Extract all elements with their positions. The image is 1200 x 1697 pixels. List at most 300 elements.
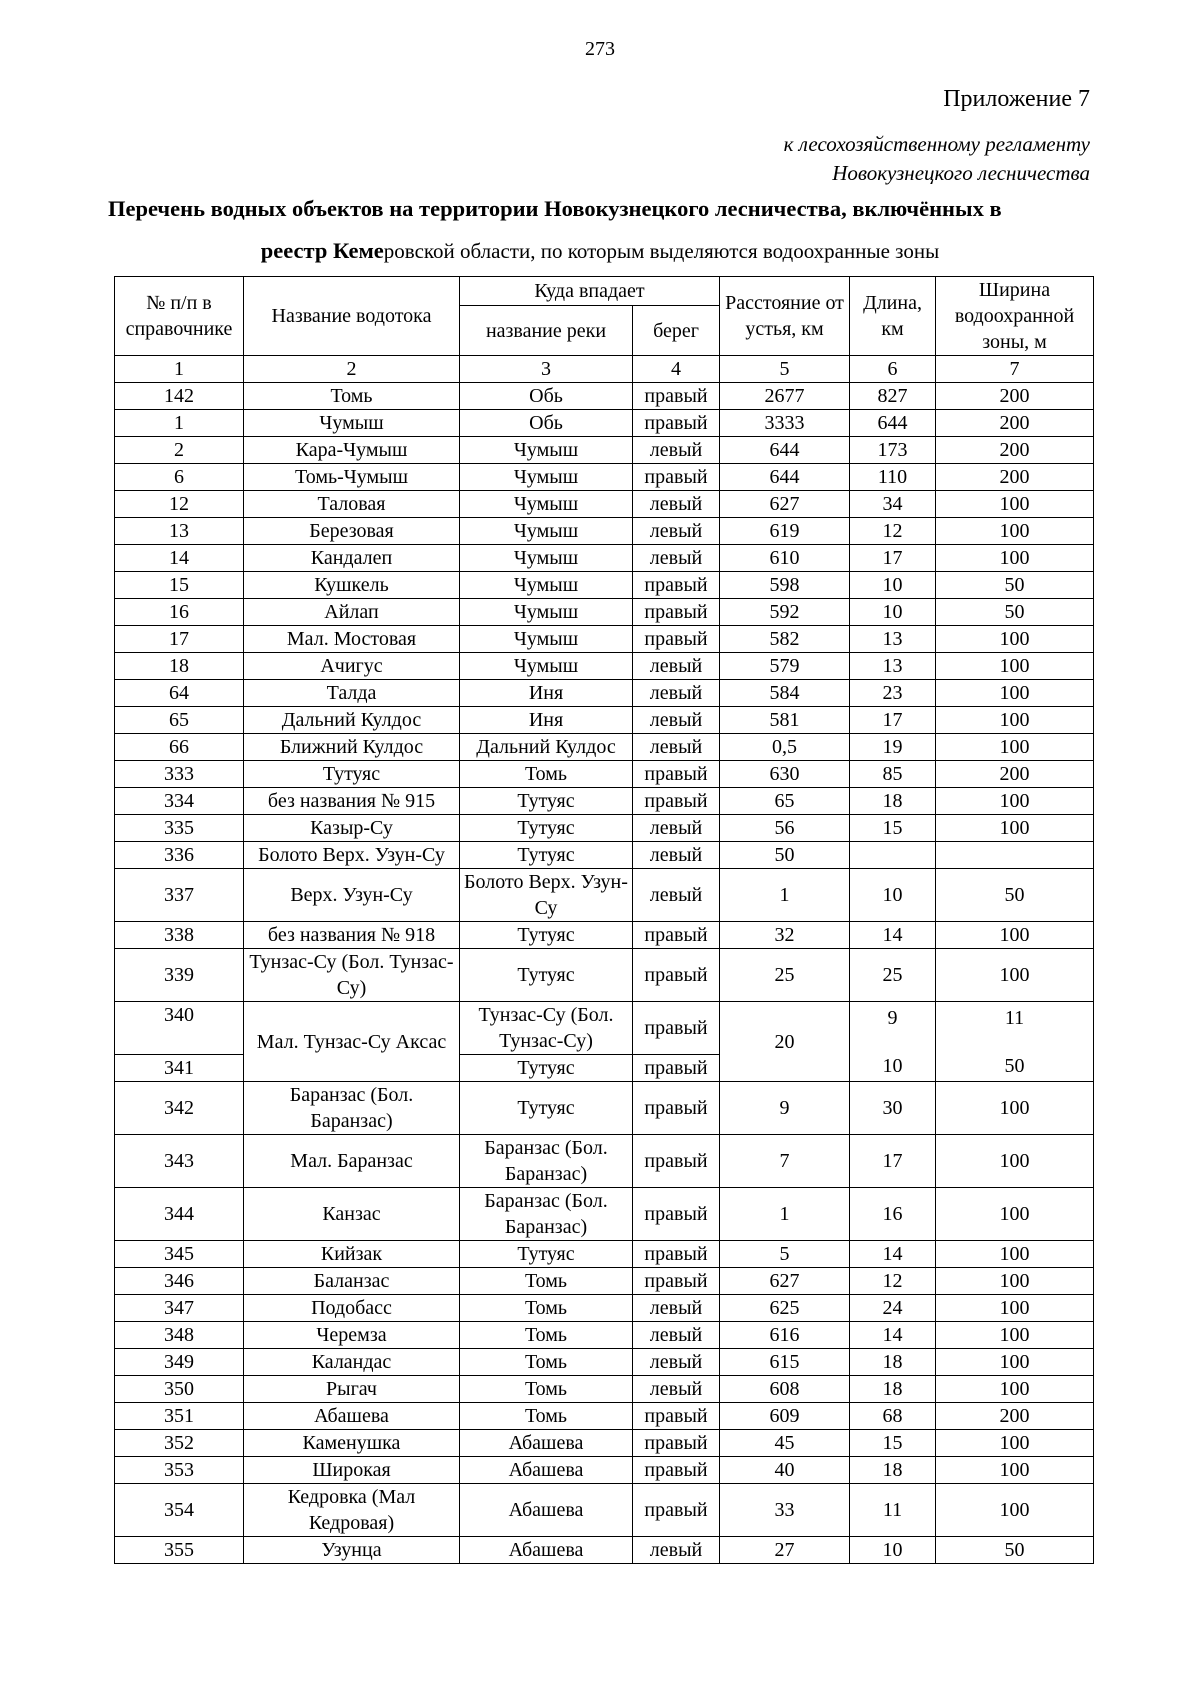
header-number: № п/п в справочнике [115, 277, 244, 356]
cell-length: 18 [850, 788, 936, 815]
cell-river-name: Чумыш [460, 572, 633, 599]
cell-zone-width: 200 [936, 383, 1094, 410]
cell-number: 355 [115, 1537, 244, 1564]
cell-number: 2 [115, 437, 244, 464]
cell-number: 14 [115, 545, 244, 572]
document-title-rest: ровской области, по которым выделяются водоохранные зоны [383, 239, 940, 263]
cell-distance: 1 [720, 869, 850, 922]
cell-watercourse-name: Талда [244, 680, 460, 707]
cell-zone-width-a: 11 [1004, 1006, 1025, 1029]
cell-watercourse-name: Узунца [244, 1537, 460, 1564]
cell-length: 17 [850, 707, 936, 734]
column-number-row [115, 356, 1094, 383]
cell-distance: 615 [720, 1349, 850, 1376]
cell-zone-width: 50 [936, 869, 1094, 922]
cell-river-name: Обь [460, 410, 633, 437]
cell-river-name: Абашева [460, 1484, 633, 1537]
cell-zone-width: 200 [936, 761, 1094, 788]
cell-river-name: Иня [460, 680, 633, 707]
cell-length: 11 [850, 1484, 936, 1537]
cell-length: 18 [850, 1457, 936, 1484]
cell-zone-width: 100 [936, 680, 1094, 707]
cell-river-name: Тутуяс [460, 815, 633, 842]
appendix-subtitle-line-1: к лесохозяйственному регламенту [783, 132, 1090, 156]
cell-river-name: Томь [460, 1295, 633, 1322]
cell-length: 13 [850, 653, 936, 680]
cell-zone-width: 100 [936, 949, 1094, 1002]
cell-zone-width: 100 [936, 518, 1094, 545]
cell-number: 352 [115, 1430, 244, 1457]
table-row [115, 707, 1094, 734]
cell-length [850, 842, 936, 869]
table-row [115, 1403, 1094, 1430]
cell-length: 34 [850, 491, 936, 518]
cell-bank: правый [633, 464, 720, 491]
cell-zone-width: 200 [936, 410, 1094, 437]
cell-river-name: Баранзас (Бол. Баранзас) [460, 1135, 633, 1188]
table-row [115, 761, 1094, 788]
cell-zone-width: 100 [936, 1135, 1094, 1188]
cell-distance: 5 [720, 1241, 850, 1268]
cell-bank: правый [633, 1188, 720, 1241]
column-number: 6 [850, 356, 936, 383]
cell-watercourse-name: Кушкель [244, 572, 460, 599]
header-watercourse-name: Название водотока [244, 277, 460, 356]
cell-distance: 25 [720, 949, 850, 1002]
column-number: 7 [936, 356, 1094, 383]
cell-bank: левый [633, 491, 720, 518]
cell-bank: правый [633, 949, 720, 1002]
cell-length: 10 [850, 599, 936, 626]
cell-zone-width: 100 [936, 545, 1094, 572]
cell-watercourse-name: Абашева [244, 1403, 460, 1430]
cell-length: 18 [850, 1376, 936, 1403]
cell-length: 173 [850, 437, 936, 464]
table-row [115, 1188, 1094, 1241]
cell-length: 19 [850, 734, 936, 761]
cell-number: 333 [115, 761, 244, 788]
cell-zone-width: 200 [936, 1403, 1094, 1430]
water-objects-table [114, 276, 1094, 1564]
cell-bank: правый [633, 1002, 720, 1055]
cell-zone-width: 100 [936, 707, 1094, 734]
cell-zone-width: 50 [936, 572, 1094, 599]
cell-number: 345 [115, 1241, 244, 1268]
cell-length: 68 [850, 1403, 936, 1430]
column-number: 4 [633, 356, 720, 383]
cell-zone-width: 100 [936, 1322, 1094, 1349]
cell-length: 10 [850, 1537, 936, 1564]
cell-watercourse-name: Ближний Кулдос [244, 734, 460, 761]
cell-distance: 20 [720, 1002, 850, 1082]
table-row [115, 437, 1094, 464]
cell-zone-width: 100 [936, 1484, 1094, 1537]
cell-distance: 56 [720, 815, 850, 842]
cell-watercourse-name: Тутуяс [244, 761, 460, 788]
cell-number: 142 [115, 383, 244, 410]
table-row [115, 1135, 1094, 1188]
cell-zone-width: 100 [936, 626, 1094, 653]
cell-river-name: Томь [460, 761, 633, 788]
cell-bank: правый [633, 1135, 720, 1188]
cell-number: 349 [115, 1349, 244, 1376]
cell-bank: правый [633, 1484, 720, 1537]
cell-length: 17 [850, 545, 936, 572]
header-row [115, 277, 1094, 306]
cell-river-name: Тутуяс [460, 922, 633, 949]
cell-bank: левый [633, 1349, 720, 1376]
cell-watercourse-name: Канзас [244, 1188, 460, 1241]
cell-bank: правый [633, 922, 720, 949]
cell-watercourse-name: Кедровка (Мал Кедровая) [244, 1484, 460, 1537]
cell-length: 30 [850, 1082, 936, 1135]
cell-distance: 644 [720, 437, 850, 464]
cell-watercourse-name: Дальний Кулдос [244, 707, 460, 734]
cell-number: 350 [115, 1376, 244, 1403]
cell-distance: 2677 [720, 383, 850, 410]
cell-zone-width: 100 [936, 1457, 1094, 1484]
cell-number: 16 [115, 599, 244, 626]
cell-number: 66 [115, 734, 244, 761]
table-row [115, 410, 1094, 437]
cell-watercourse-name: без названия № 915 [244, 788, 460, 815]
cell-bank: правый [633, 788, 720, 815]
table-row [115, 464, 1094, 491]
cell-distance: 9 [720, 1082, 850, 1135]
cell-bank: левый [633, 707, 720, 734]
cell-distance: 630 [720, 761, 850, 788]
header-zone-width: Ширина водоохранной зоны, м [936, 277, 1094, 356]
cell-river-name: Абашева [460, 1430, 633, 1457]
cell-watercourse-name: Черемза [244, 1322, 460, 1349]
cell-river-name: Томь [460, 1403, 633, 1430]
cell-river-name: Абашева [460, 1537, 633, 1564]
header-bank: берег [633, 306, 720, 356]
cell-distance: 581 [720, 707, 850, 734]
appendix-title: Приложение 7 [943, 86, 1090, 112]
cell-bank: левый [633, 734, 720, 761]
cell-length: 15 [850, 815, 936, 842]
cell-river-name: Томь [460, 1376, 633, 1403]
cell-number: 354 [115, 1484, 244, 1537]
cell-watercourse-name: без названия № 918 [244, 922, 460, 949]
cell-bank: правый [633, 572, 720, 599]
cell-length: 16 [850, 1188, 936, 1241]
cell-distance: 598 [720, 572, 850, 599]
cell-distance: 1 [720, 1188, 850, 1241]
header-river-name: название реки [460, 306, 633, 356]
cell-distance: 0,5 [720, 734, 850, 761]
cell-zone-width: 100 [936, 788, 1094, 815]
cell-distance: 584 [720, 680, 850, 707]
cell-length: 24 [850, 1295, 936, 1322]
cell-distance: 609 [720, 1403, 850, 1430]
cell-length: 25 [850, 949, 936, 1002]
cell-zone-width [936, 1002, 1094, 1082]
table-row [115, 949, 1094, 1002]
cell-river-name: Чумыш [460, 491, 633, 518]
cell-number: 64 [115, 680, 244, 707]
cell-river-name: Чумыш [460, 518, 633, 545]
table-row [115, 383, 1094, 410]
cell-number: 13 [115, 518, 244, 545]
cell-number: 6 [115, 464, 244, 491]
cell-watercourse-name: Мал. Баранзас [244, 1135, 460, 1188]
table-row [115, 1349, 1094, 1376]
cell-river-name: Тутуяс [460, 842, 633, 869]
cell-watercourse-name: Баранзас (Бол. Баранзас) [244, 1082, 460, 1135]
cell-bank: правый [633, 761, 720, 788]
cell-bank: левый [633, 680, 720, 707]
cell-bank: правый [633, 383, 720, 410]
cell-zone-width: 100 [936, 1349, 1094, 1376]
cell-bank: левый [633, 869, 720, 922]
cell-distance: 27 [720, 1537, 850, 1564]
cell-length: 18 [850, 1349, 936, 1376]
cell-number: 341 [115, 1055, 244, 1082]
cell-river-name: Абашева [460, 1457, 633, 1484]
cell-distance: 32 [720, 922, 850, 949]
cell-bank: правый [633, 1430, 720, 1457]
cell-distance: 644 [720, 464, 850, 491]
cell-zone-width-b: 50 [1004, 1054, 1025, 1077]
cell-bank: левый [633, 545, 720, 572]
table-row [115, 1430, 1094, 1457]
cell-river-name: Иня [460, 707, 633, 734]
cell-length: 14 [850, 922, 936, 949]
cell-number: 337 [115, 869, 244, 922]
cell-distance: 608 [720, 1376, 850, 1403]
cell-distance: 627 [720, 1268, 850, 1295]
table-row [115, 518, 1094, 545]
cell-bank: правый [633, 1268, 720, 1295]
cell-distance: 579 [720, 653, 850, 680]
cell-watercourse-name: Каменушка [244, 1430, 460, 1457]
table-row [115, 626, 1094, 653]
cell-bank: левый [633, 1322, 720, 1349]
cell-length: 23 [850, 680, 936, 707]
cell-distance: 45 [720, 1430, 850, 1457]
document-title-line-2 [0, 238, 1200, 264]
cell-river-name: Томь [460, 1349, 633, 1376]
cell-zone-width: 100 [936, 653, 1094, 680]
cell-bank: правый [633, 1241, 720, 1268]
cell-zone-width: 100 [936, 1376, 1094, 1403]
cell-watercourse-name: Верх. Узун-Су [244, 869, 460, 922]
cell-zone-width: 100 [936, 815, 1094, 842]
cell-watercourse-name: Широкая [244, 1457, 460, 1484]
cell-river-name: Тутуяс [460, 788, 633, 815]
cell-river-name: Чумыш [460, 626, 633, 653]
cell-bank: левый [633, 815, 720, 842]
cell-bank: левый [633, 842, 720, 869]
cell-bank: левый [633, 1295, 720, 1322]
cell-watercourse-name: Айлап [244, 599, 460, 626]
column-number: 5 [720, 356, 850, 383]
cell-bank: левый [633, 1537, 720, 1564]
cell-number: 342 [115, 1082, 244, 1135]
header-length: Длина, км [850, 277, 936, 356]
cell-length: 644 [850, 410, 936, 437]
table-row [115, 680, 1094, 707]
table-row [115, 545, 1094, 572]
cell-length-a: 9 [887, 1006, 898, 1029]
column-number: 2 [244, 356, 460, 383]
cell-river-name: Томь [460, 1268, 633, 1295]
cell-length: 17 [850, 1135, 936, 1188]
cell-distance: 65 [720, 788, 850, 815]
cell-number: 335 [115, 815, 244, 842]
cell-number: 15 [115, 572, 244, 599]
cell-watercourse-name: Кийзак [244, 1241, 460, 1268]
cell-river-name: Тутуяс [460, 1055, 633, 1082]
cell-river-name: Чумыш [460, 653, 633, 680]
cell-bank: левый [633, 437, 720, 464]
cell-watercourse-name: Подобасс [244, 1295, 460, 1322]
cell-river-name: Тутуяс [460, 949, 633, 1002]
cell-zone-width: 100 [936, 922, 1094, 949]
cell-length: 10 [850, 869, 936, 922]
column-number: 1 [115, 356, 244, 383]
cell-length: 14 [850, 1322, 936, 1349]
table-row [115, 572, 1094, 599]
cell-river-name: Чумыш [460, 599, 633, 626]
cell-length: 15 [850, 1430, 936, 1457]
cell-distance: 50 [720, 842, 850, 869]
cell-river-name: Чумыш [460, 464, 633, 491]
cell-distance: 3333 [720, 410, 850, 437]
document-title: Перечень водных объектов на территории Новокузнецкого лесничества, включённых в [108, 196, 1002, 221]
cell-bank: правый [633, 410, 720, 437]
cell-bank: правый [633, 1457, 720, 1484]
cell-bank: правый [633, 1055, 720, 1082]
cell-number: 12 [115, 491, 244, 518]
cell-number: 340 [115, 1002, 244, 1055]
table-row [115, 1241, 1094, 1268]
cell-zone-width: 200 [936, 464, 1094, 491]
cell-watercourse-name: Кандалеп [244, 545, 460, 572]
cell-zone-width: 50 [936, 599, 1094, 626]
table-row [115, 842, 1094, 869]
table-row [115, 922, 1094, 949]
cell-number: 18 [115, 653, 244, 680]
cell-number: 17 [115, 626, 244, 653]
cell-zone-width: 100 [936, 1295, 1094, 1322]
cell-length-b: 10 [882, 1054, 903, 1077]
cell-river-name: Тутуяс [460, 1241, 633, 1268]
cell-number: 1 [115, 410, 244, 437]
cell-number: 336 [115, 842, 244, 869]
cell-zone-width: 100 [936, 1241, 1094, 1268]
table-row [115, 1537, 1094, 1564]
table-row [115, 1268, 1094, 1295]
cell-river-name: Чумыш [460, 437, 633, 464]
cell-river-name: Дальний Кулдос [460, 734, 633, 761]
cell-watercourse-name: Баланзас [244, 1268, 460, 1295]
table-row [115, 815, 1094, 842]
cell-distance: 33 [720, 1484, 850, 1537]
cell-length: 10 [850, 572, 936, 599]
cell-number: 344 [115, 1188, 244, 1241]
cell-zone-width [936, 842, 1094, 869]
cell-number: 343 [115, 1135, 244, 1188]
cell-watercourse-name: Томь-Чумыш [244, 464, 460, 491]
cell-bank: правый [633, 1403, 720, 1430]
cell-zone-width: 100 [936, 734, 1094, 761]
cell-watercourse-name: Рыгач [244, 1376, 460, 1403]
cell-bank: правый [633, 626, 720, 653]
cell-watercourse-name: Чумыш [244, 410, 460, 437]
page-number: 273 [585, 38, 615, 60]
cell-number: 353 [115, 1457, 244, 1484]
cell-zone-width: 50 [936, 1537, 1094, 1564]
table-row [115, 653, 1094, 680]
table-row [115, 599, 1094, 626]
cell-distance: 7 [720, 1135, 850, 1188]
cell-bank: правый [633, 599, 720, 626]
cell-length: 14 [850, 1241, 936, 1268]
cell-zone-width: 100 [936, 491, 1094, 518]
cell-number: 65 [115, 707, 244, 734]
cell-number: 338 [115, 922, 244, 949]
table-row [115, 869, 1094, 922]
cell-length: 12 [850, 1268, 936, 1295]
cell-distance: 619 [720, 518, 850, 545]
cell-watercourse-name: Тунзас-Су (Бол. Тунзас-Су) [244, 949, 460, 1002]
cell-zone-width: 100 [936, 1268, 1094, 1295]
cell-river-name: Тутуяс [460, 1082, 633, 1135]
cell-watercourse-name: Казыр-Су [244, 815, 460, 842]
cell-length: 110 [850, 464, 936, 491]
cell-number: 351 [115, 1403, 244, 1430]
cell-distance: 610 [720, 545, 850, 572]
cell-zone-width: 100 [936, 1082, 1094, 1135]
cell-watercourse-name: Мал. Тунзас-Су Аксас [244, 1002, 460, 1082]
table-row [115, 1082, 1094, 1135]
table-row [115, 1002, 1094, 1055]
cell-watercourse-name: Березовая [244, 518, 460, 545]
header-flows-into: Куда впадает [460, 277, 720, 306]
cell-watercourse-name: Ачигус [244, 653, 460, 680]
table-row [115, 788, 1094, 815]
table-row [115, 734, 1094, 761]
cell-bank: левый [633, 518, 720, 545]
cell-watercourse-name: Томь [244, 383, 460, 410]
cell-distance: 627 [720, 491, 850, 518]
table-row [115, 491, 1094, 518]
cell-watercourse-name: Мал. Мостовая [244, 626, 460, 653]
cell-length: 12 [850, 518, 936, 545]
cell-number: 346 [115, 1268, 244, 1295]
table-row [115, 1322, 1094, 1349]
cell-river-name: Тунзас-Су (Бол. Тунзас-Су) [460, 1002, 633, 1055]
appendix-subtitle-line-2: Новокузнецкого лесничества [832, 161, 1090, 185]
table-row [115, 1484, 1094, 1537]
cell-river-name: Обь [460, 383, 633, 410]
cell-number: 339 [115, 949, 244, 1002]
cell-length: 827 [850, 383, 936, 410]
table-row [115, 1295, 1094, 1322]
cell-distance: 582 [720, 626, 850, 653]
cell-zone-width: 100 [936, 1188, 1094, 1241]
cell-river-name: Баранзас (Бол. Баранзас) [460, 1188, 633, 1241]
cell-length: 85 [850, 761, 936, 788]
cell-bank: правый [633, 1082, 720, 1135]
cell-length [850, 1002, 936, 1082]
cell-bank: левый [633, 1376, 720, 1403]
cell-distance: 40 [720, 1457, 850, 1484]
table-row [115, 1376, 1094, 1403]
